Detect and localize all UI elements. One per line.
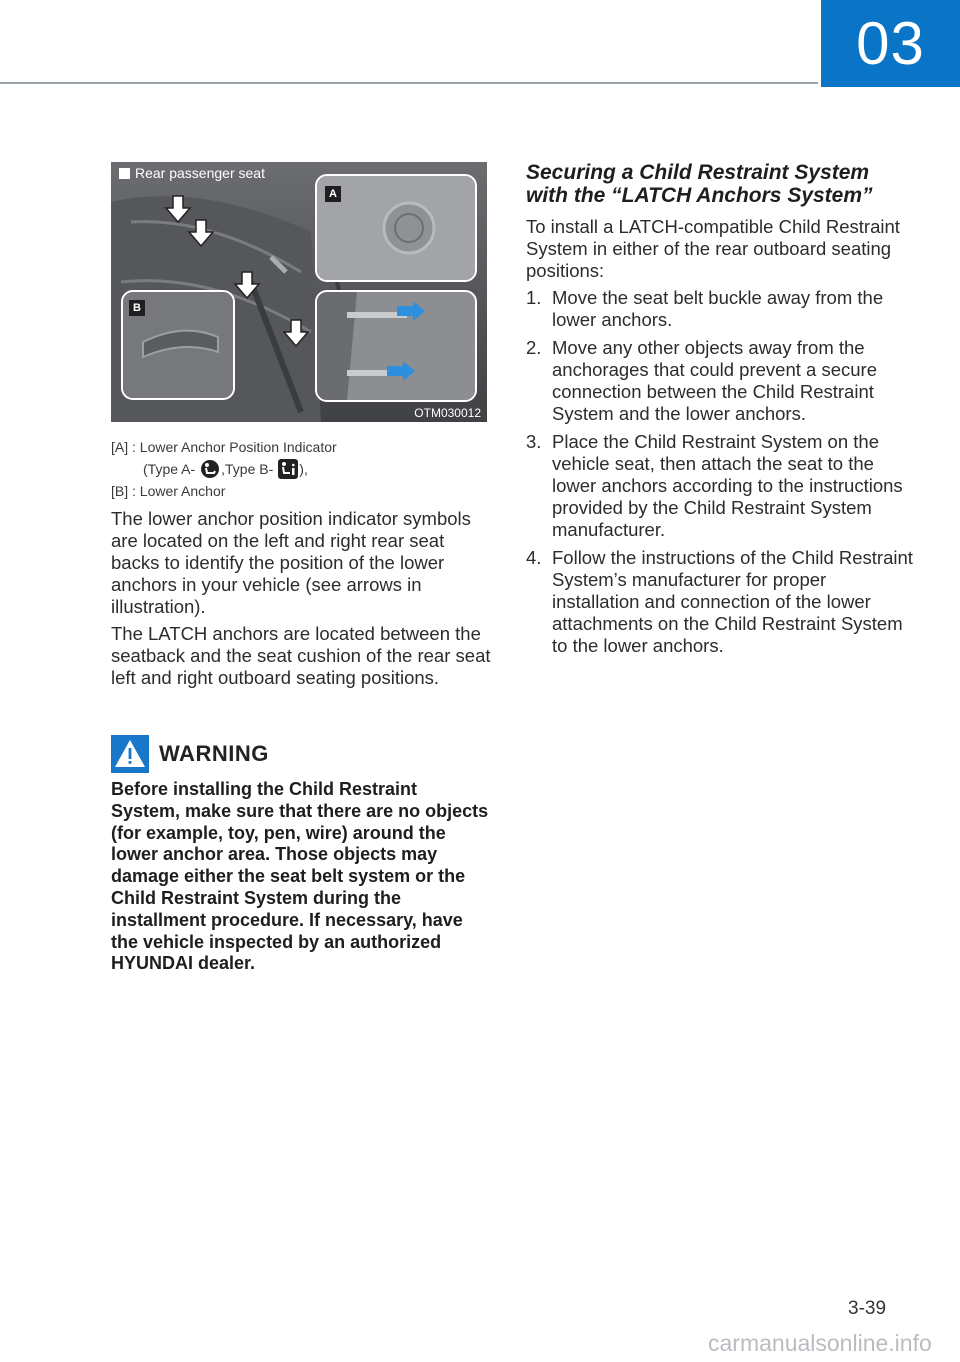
- caption-type-a: (Type A-: [143, 461, 196, 477]
- step-number: 2.: [526, 337, 542, 358]
- step-text: Follow the instructions of the Child Restraint System’s manufacturer for proper installation and connection of the lower attachments on the Child Restraint System to the lower anchors.: [552, 547, 913, 656]
- inset-a-label: A: [325, 186, 341, 202]
- section-title: Securing a Child Restraint System with the “LATCH Anchors System”: [526, 161, 873, 207]
- figure-title-text: Rear passenger seat: [135, 165, 265, 181]
- caption-type-b: ,Type B-: [221, 461, 274, 477]
- square-bullet-icon: [119, 168, 130, 179]
- watermark: carmanualsonline.info: [708, 1330, 932, 1356]
- step-number: 3.: [526, 431, 542, 452]
- inset-b: [121, 290, 235, 400]
- installation-steps: [526, 287, 916, 663]
- step-item: [526, 287, 916, 331]
- lower-anchor-closeup: [317, 292, 475, 400]
- warning-triangle-icon: [111, 735, 149, 773]
- step-text: Place the Child Restraint System on the vehicle seat, then attach the seat to the lower anchors according to the instructions provided by the Child Restraint System manufacturer.: [552, 431, 903, 540]
- inset-b-label: B: [129, 300, 145, 316]
- inset-lower-anchors: [315, 290, 477, 402]
- rear-seat-figure: [111, 162, 487, 422]
- body-paragraph-1: The lower anchor position indicator symbols are located on the left and right rear seat backs to identify the position of the lower anchors in your vehicle (see arrows in illustration).: [111, 508, 471, 617]
- body-paragraph-2: The LATCH anchors are located between the seatback and the seat cushion of the rear seat left and right outboard seating positions.: [111, 623, 491, 688]
- warning-heading: [111, 735, 269, 773]
- figure-title: [119, 165, 265, 181]
- section-intro: To install a LATCH-compatible Child Restraint System in either of the rear outboard seating positions:: [526, 216, 900, 281]
- chapter-tab: 03: [821, 0, 960, 87]
- inset-a: [315, 174, 477, 282]
- caption-line-b: [B] : Lower Anchor: [111, 483, 226, 499]
- lower-anchor-type-b-icon: [277, 458, 299, 480]
- page-number: 3-39: [848, 1298, 887, 1319]
- step-text: Move any other objects away from the anchorages that could prevent a secure connection between the Child Restraint System and the lower anchors.: [552, 337, 877, 424]
- step-item: [526, 431, 916, 541]
- step-item: [526, 547, 916, 657]
- step-text: Move the seat belt buckle away from the lower anchors.: [552, 287, 884, 330]
- lower-anchor-type-a-icon: [199, 459, 221, 479]
- step-number: 1.: [526, 287, 542, 308]
- caption-type-line: [111, 458, 337, 480]
- step-item: [526, 337, 916, 425]
- caption-line-a: [A] : Lower Anchor Position Indicator: [111, 439, 337, 455]
- header-rule: [0, 82, 818, 84]
- step-number: 4.: [526, 547, 542, 568]
- figure-code: OTM030012: [414, 406, 481, 420]
- figure-caption: [111, 436, 337, 502]
- warning-text: Before installing the Child Restraint System, make sure that there are no objects (for example, toy, pen, wire) around the lower anchor area. Those objects may damage either the seat belt system or the Child Restraint System during the installment procedure. If necessary, have the vehicle inspected by an authorized HYUNDAI dealer.: [111, 779, 489, 974]
- caption-type-end: ),: [299, 461, 308, 477]
- warning-title: WARNING: [159, 741, 269, 766]
